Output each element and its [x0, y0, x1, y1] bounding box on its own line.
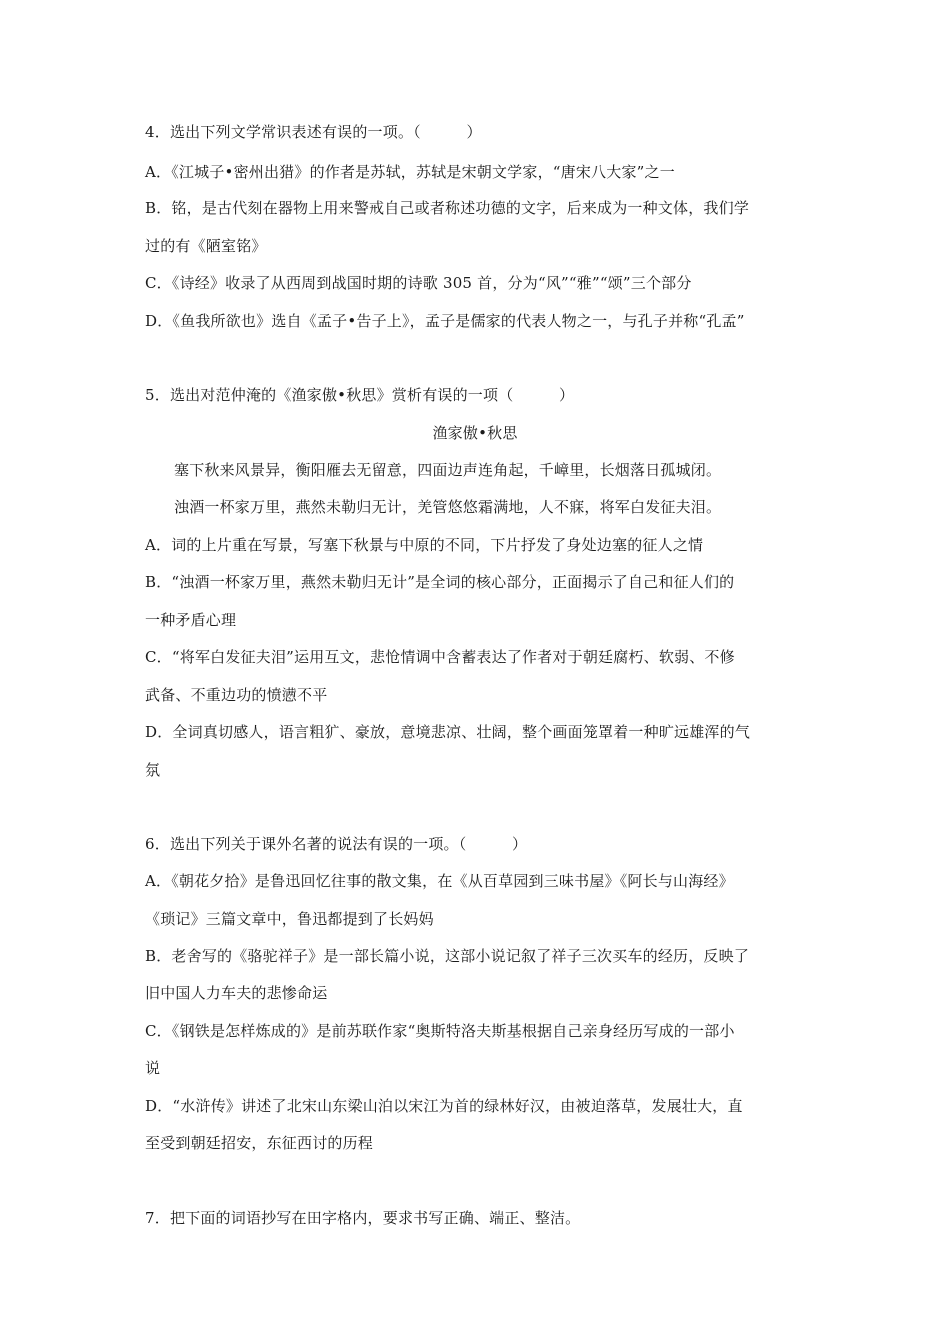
question-4-option-a: A．《江城子•密州出猎》的作者是苏轼，苏轼是宋朝文学家，“唐宋八大家”之一 [145, 163, 675, 181]
question-5-stem: 5．选出对范仲淹的《渔家傲•秋思》赏析有误的一项（ ） [145, 386, 575, 404]
question-4-option-b-line1: B．铭，是古代刻在器物上用来警戒自己或者称述功德的文字，后来成为一种文体，我们学 [145, 199, 750, 217]
question-6-option-a-line2: 《琐记》三篇文章中，鲁迅都提到了长妈妈 [145, 910, 434, 928]
question-4-option-c: C．《诗经》收录了从西周到战国时期的诗歌 305 首，分为“风”“雅”“颂”三个部分 [145, 274, 692, 292]
question-5-option-c-line2: 武备、不重边功的愤懑不平 [145, 686, 328, 704]
question-6-option-d-line1: D．“水浒传》讲述了北宋山东梁山泊以宋江为首的绿林好汉，由被迫落草，发展壮大，直 [145, 1097, 743, 1115]
question-4-option-b-line2: 过的有《陋室铭》 [145, 237, 267, 255]
question-5-option-a: A．词的上片重在写景，写塞下秋景与中原的不同，下片抒发了身处边塞的征人之情 [145, 536, 704, 554]
question-6-option-a-line1: A．《朝花夕拾》是鲁迅回忆往事的散文集，在《从百草园到三味书屋》《阿长与山海经》 [145, 872, 734, 890]
poem-line-2: 浊酒一杯家万里，燕然未勒归无计，羌管悠悠霜满地，人不寐，将军白发征夫泪。 [174, 498, 722, 516]
question-6-option-b-line1: B．老舍写的《骆驼祥子》是一部长篇小说，这部小说记叙了祥子三次买车的经历，反映了 [145, 947, 750, 965]
question-5-option-b-line1: B．“浊酒一杯家万里，燕然未勒归无计”是全词的核心部分，正面揭示了自己和征人们的 [145, 573, 735, 591]
question-5-option-d-line2: 氛 [145, 761, 161, 779]
question-7-stem: 7．把下面的词语抄写在田字格内，要求书写正确、端正、整洁。 [145, 1209, 581, 1227]
question-6-stem: 6．选出下列关于课外名著的说法有误的一项。（ ） [145, 835, 528, 853]
question-6-option-b-line2: 旧中国人力车夫的悲惨命运 [145, 984, 328, 1002]
question-5-option-b-line2: 一种矛盾心理 [145, 611, 237, 629]
question-6-option-d-line2: 至受到朝廷招安，东征西讨的历程 [145, 1134, 374, 1152]
question-5-option-c-line1: C．“将军白发征夫泪”运用互文，悲怆情调中含蓄表达了作者对于朝廷腐朽、软弱、不修 [145, 648, 735, 666]
question-4-option-d: D．《鱼我所欲也》选自《孟子•告子上》，孟子是儒家的代表人物之一，与孔子并称“孔孟” [145, 312, 745, 330]
question-6-option-c-line1: C．《钢铁是怎样炼成的》是前苏联作家“奥斯特洛夫斯基根据自己亲身经历写成的一部小 [145, 1022, 735, 1040]
poem-line-1: 塞下秋来风景异，衡阳雁去无留意，四面边声连角起，千嶂里，长烟落日孤城闭。 [174, 461, 722, 479]
question-4-stem: 4．选出下列文学常识表述有误的一项。（ ） [145, 123, 482, 141]
question-5-option-d-line1: D．全词真切感人，语言粗犷、豪放，意境悲凉、壮阔，整个画面笼罩着一种旷远雄浑的气 [145, 723, 751, 741]
question-6-option-c-line2: 说 [145, 1059, 161, 1077]
poem-title: 渔家傲•秋思 [432, 424, 518, 442]
